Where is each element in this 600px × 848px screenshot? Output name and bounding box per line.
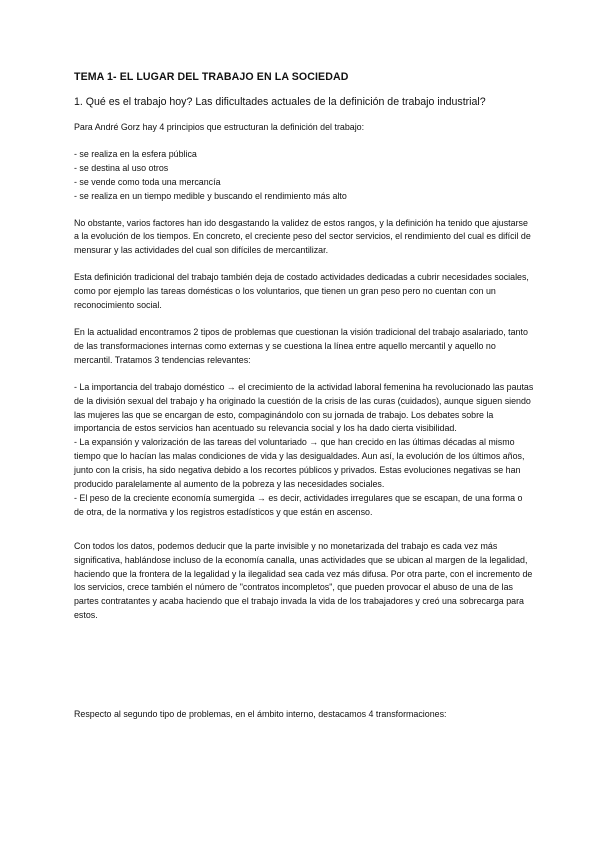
paragraph: Con todos los datos, podemos deducir que la parte invisible y no monetarizada del trabajo es cada vez más significativa, hablándose incluso de la economía canalla, unas actividades que se ubican al margen de la legalidad, haciendo que la frontera de la legalidad y la ilegalidad sea cada vez más difusa. Por otra parte, con el incremento de los servicios, crece también el número de "contratos incompletos", que pueden provocar el abuso de una de las partes contratantes y acaba haciendo que el trabajo invada la vida de los trabajadores y creó una sobrecarga para estos. [74, 540, 533, 621]
list-item: - se destina al uso otros [74, 162, 169, 173]
document-body [74, 71, 534, 735]
list-item: - se vende como toda una mercancía [74, 176, 221, 187]
blank-space [74, 636, 534, 708]
list-item: - La expansión y valorización de las tareas del voluntariado → que han crecido en las últimas décadas al mismo tiempo que lo hacían las malas condiciones de vida y las desigualdades. Aun así, la evolución de los últimos años, junto con la crisis, ha sido negativa debido a los recortes públicos y privados. Estas evoluciones negativas se han producido paralelamente al aumento de la pobreza y las necesidades sociales. [74, 437, 525, 490]
paragraph: No obstante, varios factores han ido desgastando la validez de estos rangos, y la definición ha tenido que ajustarse a la evolución de los tiempos. En concreto, el creciente peso del sector servicios, el rendimiento del cual es difícil de mensurar y las actividades del cual son difíciles de mercantilizar. [74, 217, 531, 256]
tendencies-list [74, 381, 534, 520]
list-item: - La importancia del trabajo doméstico → el crecimiento de la actividad laboral femenina ha revolucionado las pautas de la división sexual del trabajo y ha originado la cuestión de la crisis de las curas (cuidados), aunque siguen siendo las mujeres las que se encargan de esto, compaginándolo con su jornada de trabajo. Los debates sobre la importancia de estos servicios han acentuado su relevancia social y los ha dado cierta visibilidad. [74, 381, 534, 434]
intro-paragraph: Para André Gorz hay 4 principios que estructuran la definición del trabajo: [74, 122, 365, 132]
list-item: - se realiza en la esfera pública [74, 148, 197, 159]
document-title: TEMA 1- EL LUGAR DEL TRABAJO EN LA SOCIEDAD [74, 71, 349, 83]
paragraph: Respecto al segundo tipo de problemas, en el ámbito interno, destacamos 4 transformaciones: [74, 709, 447, 720]
paragraph: Esta definición tradicional del trabajo también deja de costado actividades dedicadas a cubrir necesidades sociales, como por ejemplo las tareas domésticas o los voluntarios, que tienen un gran peso pero no cuentan con un reconocimiento social. [74, 272, 529, 311]
section-heading: 1. Qué es el trabajo hoy? Las dificultades actuales de la definición de trabajo industrial? [74, 96, 486, 108]
list-item: - El peso de la creciente economía sumergida → es decir, actividades irregulares que se escapan, de una forma o de otra, de la normativa y los registros estadísticos y que están en ascenso. [74, 492, 523, 517]
paragraph: En la actualidad encontramos 2 tipos de problemas que cuestionan la visión tradicional del trabajo asalariado, tanto de las transformaciones internas como externas y se cuestiona la línea entre aquello mercantil y aquello no mercantil. Tratamos 3 tendencias relevantes: [74, 326, 528, 365]
principles-list [74, 148, 534, 204]
list-item: - se realiza en un tiempo medible y buscando el rendimiento más alto [74, 190, 347, 201]
